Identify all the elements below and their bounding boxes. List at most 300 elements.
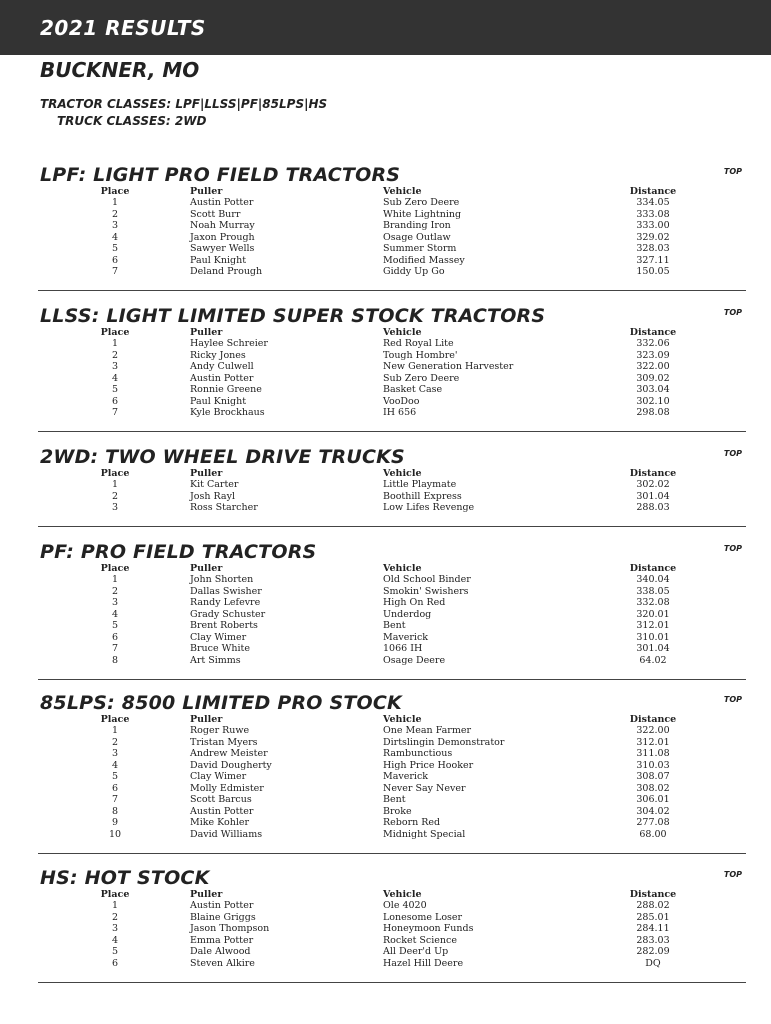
cell-spacer: [693, 794, 746, 806]
cell-place: 3: [111, 220, 119, 232]
back-to-top-link[interactable]: TOP: [723, 167, 742, 176]
column-header-vehicle: Vehicle: [383, 562, 422, 574]
cell-place: 10: [108, 828, 122, 840]
cell-puller: Ricky Jones: [190, 349, 246, 361]
cell-distance: 322.00: [636, 725, 670, 737]
results-table: [40, 185, 746, 278]
cell-place: 3: [111, 361, 119, 373]
cell-puller: Bruce White: [190, 643, 250, 655]
table-row: [40, 609, 746, 621]
back-to-top-link[interactable]: TOP: [723, 870, 742, 879]
column-header-puller: Puller: [190, 713, 223, 725]
cell-place: 2: [111, 490, 119, 502]
cell-distance: 283.03: [636, 934, 670, 946]
table-row: [40, 620, 746, 632]
cell-vehicle: Lonesome Loser: [383, 911, 463, 923]
table-row: [40, 266, 746, 278]
table-header-row: [40, 467, 746, 479]
cell-distance: 68.00: [639, 828, 667, 840]
table-row: [40, 396, 746, 408]
cell-vehicle: Ole 4020: [383, 900, 427, 912]
cell-place: 1: [111, 479, 119, 491]
table-row: [40, 935, 746, 947]
page-title: 2021 RESULTS: [40, 16, 206, 40]
cell-puller: Paul Knight: [190, 254, 247, 266]
cell-place: 6: [111, 782, 119, 794]
cell-vehicle: Rocket Science: [383, 934, 457, 946]
cell-puller: Scott Burr: [190, 208, 241, 220]
section-title: HS: HOT STOCK: [40, 867, 210, 889]
column-header-place: Place: [100, 713, 130, 725]
column-header-vehicle: Vehicle: [383, 467, 422, 479]
cell-vehicle: All Deer'd Up: [383, 946, 449, 958]
cell-vehicle: Red Royal Lite: [383, 338, 454, 350]
cell-spacer: [693, 373, 746, 385]
cell-distance: 322.00: [636, 361, 670, 373]
cell-distance: 301.04: [636, 643, 670, 655]
table-row: [40, 643, 746, 655]
cell-vehicle: Giddy Up Go: [383, 266, 445, 278]
table-row: [40, 597, 746, 609]
cell-puller: Molly Edmister: [190, 782, 264, 794]
header-bar: [0, 0, 771, 55]
column-header-puller: Puller: [190, 888, 223, 900]
cell-puller: Jason Thompson: [190, 923, 270, 935]
cell-puller: Emma Potter: [190, 934, 254, 946]
cell-distance: 329.02: [636, 231, 670, 243]
cell-distance: 288.02: [636, 900, 670, 912]
section-divider: [38, 853, 746, 854]
cell-spacer: [693, 209, 746, 221]
cell-puller: Brent Roberts: [190, 620, 258, 632]
cell-spacer: [693, 220, 746, 232]
table-row: [40, 350, 746, 362]
table-row: [40, 632, 746, 644]
cell-puller: Andrew Meister: [190, 748, 268, 760]
cell-vehicle: White Lightning: [383, 208, 462, 220]
cell-vehicle: VooDoo: [383, 395, 420, 407]
cell-distance: 298.08: [636, 407, 670, 419]
cell-place: 6: [111, 631, 119, 643]
table-row: [40, 209, 746, 221]
cell-puller: Blaine Griggs: [190, 911, 256, 923]
cell-place: 6: [111, 957, 119, 969]
cell-spacer: [693, 935, 746, 947]
column-spacer: [693, 888, 746, 900]
column-header-distance: Distance: [629, 467, 677, 479]
column-spacer: [693, 467, 746, 479]
cell-puller: Grady Schuster: [190, 608, 266, 620]
cell-spacer: [693, 266, 746, 278]
column-header-place: Place: [100, 888, 130, 900]
cell-puller: Noah Murray: [190, 220, 255, 232]
cell-distance: 340.04: [636, 574, 670, 586]
cell-distance: 311.08: [636, 748, 670, 760]
cell-spacer: [693, 958, 746, 970]
cell-distance: 303.04: [636, 384, 670, 396]
cell-vehicle: Summer Storm: [383, 243, 457, 255]
cell-spacer: [693, 900, 746, 912]
cell-puller: David Williams: [190, 828, 263, 840]
section-divider: [38, 679, 746, 680]
cell-puller: Kyle Brockhaus: [190, 407, 265, 419]
cell-vehicle: 1066 IH: [383, 643, 423, 655]
cell-place: 4: [111, 759, 119, 771]
cell-place: 6: [111, 395, 119, 407]
cell-vehicle: Branding Iron: [383, 220, 451, 232]
cell-spacer: [693, 384, 746, 396]
cell-place: 3: [111, 748, 119, 760]
table-row: [40, 725, 746, 737]
cell-vehicle: High On Red: [383, 597, 446, 609]
cell-distance: 332.06: [636, 338, 670, 350]
cell-spacer: [693, 609, 746, 621]
cell-puller: John Shorten: [190, 574, 254, 586]
cell-distance: 328.03: [636, 243, 670, 255]
column-spacer: [693, 713, 746, 725]
cell-place: 3: [111, 502, 119, 514]
table-header-row: [40, 888, 746, 900]
results-table: [40, 888, 746, 969]
column-header-puller: Puller: [190, 326, 223, 338]
cell-spacer: [693, 407, 746, 419]
cell-spacer: [693, 586, 746, 598]
cell-place: 3: [111, 597, 119, 609]
table-row: [40, 946, 746, 958]
cell-puller: Scott Barcus: [190, 794, 252, 806]
cell-vehicle: Osage Deere: [383, 654, 446, 666]
table-row: [40, 407, 746, 419]
results-table: [40, 326, 746, 419]
column-spacer: [693, 185, 746, 197]
table-row: [40, 958, 746, 970]
table-row: [40, 760, 746, 772]
cell-vehicle: Rambunctious: [383, 748, 453, 760]
cell-distance: 309.02: [636, 372, 670, 384]
table-row: [40, 783, 746, 795]
cell-spacer: [693, 502, 746, 514]
column-header-vehicle: Vehicle: [383, 713, 422, 725]
column-header-vehicle: Vehicle: [383, 888, 422, 900]
cell-puller: Austin Potter: [190, 197, 254, 209]
cell-distance: 302.10: [636, 395, 670, 407]
table-row: [40, 794, 746, 806]
cell-vehicle: Midnight Special: [383, 828, 466, 840]
cell-puller: Clay Wimer: [190, 631, 247, 643]
cell-place: 7: [111, 266, 119, 278]
cell-spacer: [693, 632, 746, 644]
cell-distance: 323.09: [636, 349, 670, 361]
table-header-row: [40, 326, 746, 338]
column-spacer: [693, 562, 746, 574]
cell-place: 5: [111, 620, 119, 632]
column-header-distance: Distance: [629, 713, 677, 725]
cell-puller: Tristan Myers: [190, 736, 258, 748]
cell-spacer: [693, 806, 746, 818]
cell-place: 4: [111, 934, 119, 946]
cell-puller: Dallas Swisher: [190, 585, 262, 597]
cell-vehicle: Smokin' Swishers: [383, 585, 469, 597]
cell-distance: 320.01: [636, 608, 670, 620]
cell-vehicle: Modified Massey: [383, 254, 465, 266]
cell-vehicle: Sub Zero Deere: [383, 372, 460, 384]
cell-spacer: [693, 396, 746, 408]
table-row: [40, 900, 746, 912]
cell-distance: DQ: [645, 957, 661, 969]
cell-place: 2: [111, 585, 119, 597]
cell-spacer: [693, 783, 746, 795]
cell-vehicle: Never Say Never: [383, 782, 466, 794]
cell-spacer: [693, 255, 746, 267]
back-to-top-link[interactable]: TOP: [723, 308, 742, 317]
cell-place: 7: [111, 794, 119, 806]
cell-puller: Ross Starcher: [190, 502, 258, 514]
cell-place: 5: [111, 946, 119, 958]
column-header-place: Place: [100, 467, 130, 479]
cell-place: 1: [111, 574, 119, 586]
truck-classes: TRUCK CLASSES: 2WD: [57, 114, 207, 128]
table-row: [40, 243, 746, 255]
cell-distance: 282.09: [636, 946, 670, 958]
cell-puller: Jaxon Prough: [190, 231, 255, 243]
cell-puller: Austin Potter: [190, 805, 254, 817]
cell-vehicle: New Generation Harvester: [383, 361, 514, 373]
table-row: [40, 220, 746, 232]
cell-vehicle: Basket Case: [383, 384, 443, 396]
cell-vehicle: Honeymoon Funds: [383, 923, 474, 935]
table-row: [40, 748, 746, 760]
cell-spacer: [693, 574, 746, 586]
cell-distance: 332.08: [636, 597, 670, 609]
cell-vehicle: Hazel Hill Deere: [383, 957, 464, 969]
column-header-place: Place: [100, 562, 130, 574]
table-row: [40, 479, 746, 491]
cell-puller: Andy Culwell: [190, 361, 254, 373]
cell-place: 1: [111, 900, 119, 912]
cell-spacer: [693, 817, 746, 829]
cell-distance: 312.01: [636, 736, 670, 748]
cell-spacer: [693, 338, 746, 350]
cell-puller: Haylee Schreier: [190, 338, 268, 350]
table-row: [40, 255, 746, 267]
cell-vehicle: Broke: [383, 805, 412, 817]
cell-spacer: [693, 737, 746, 749]
cell-vehicle: Tough Hombre': [383, 349, 458, 361]
column-header-vehicle: Vehicle: [383, 326, 422, 338]
cell-spacer: [693, 923, 746, 935]
cell-vehicle: Dirtslingin Demonstrator: [383, 736, 505, 748]
cell-puller: Dale Alwood: [190, 946, 251, 958]
cell-spacer: [693, 725, 746, 737]
cell-vehicle: Boothill Express: [383, 490, 462, 502]
event-location: BUCKNER, MO: [40, 58, 200, 82]
cell-puller: Austin Potter: [190, 900, 254, 912]
cell-vehicle: Bent: [383, 794, 406, 806]
cell-place: 4: [111, 231, 119, 243]
class-list: [40, 96, 327, 130]
column-header-distance: Distance: [629, 888, 677, 900]
results-table: [40, 713, 746, 840]
cell-distance: 327.11: [636, 254, 670, 266]
section-divider: [38, 431, 746, 432]
section-title: 2WD: TWO WHEEL DRIVE TRUCKS: [40, 446, 405, 468]
cell-spacer: [693, 350, 746, 362]
cell-spacer: [693, 597, 746, 609]
section-divider: [38, 982, 746, 983]
cell-place: 5: [111, 384, 119, 396]
back-to-top-link[interactable]: TOP: [723, 544, 742, 553]
cell-distance: 64.02: [639, 654, 667, 666]
cell-distance: 334.05: [636, 197, 670, 209]
cell-distance: 306.01: [636, 794, 670, 806]
cell-puller: David Dougherty: [190, 759, 272, 771]
cell-puller: Deland Prough: [190, 266, 263, 278]
cell-spacer: [693, 748, 746, 760]
table-row: [40, 373, 746, 385]
cell-spacer: [693, 655, 746, 667]
cell-place: 7: [111, 643, 119, 655]
cell-spacer: [693, 232, 746, 244]
cell-distance: 150.05: [636, 266, 670, 278]
column-header-puller: Puller: [190, 562, 223, 574]
cell-distance: 338.05: [636, 585, 670, 597]
cell-distance: 312.01: [636, 620, 670, 632]
back-to-top-link[interactable]: TOP: [723, 695, 742, 704]
cell-place: 5: [111, 243, 119, 255]
cell-spacer: [693, 829, 746, 841]
cell-distance: 288.03: [636, 502, 670, 514]
column-header-puller: Puller: [190, 185, 223, 197]
table-row: [40, 361, 746, 373]
column-header-place: Place: [100, 326, 130, 338]
section-divider: [38, 526, 746, 527]
table-row: [40, 817, 746, 829]
cell-spacer: [693, 643, 746, 655]
cell-puller: Clay Wimer: [190, 771, 247, 783]
cell-vehicle: Old School Binder: [383, 574, 471, 586]
table-header-row: [40, 185, 746, 197]
table-row: [40, 829, 746, 841]
cell-spacer: [693, 620, 746, 632]
cell-spacer: [693, 197, 746, 209]
table-header-row: [40, 713, 746, 725]
cell-distance: 304.02: [636, 805, 670, 817]
cell-puller: Ronnie Greene: [190, 384, 262, 396]
cell-distance: 310.03: [636, 759, 670, 771]
cell-distance: 302.02: [636, 479, 670, 491]
cell-distance: 308.02: [636, 782, 670, 794]
cell-puller: Mike Kohler: [190, 817, 250, 829]
table-row: [40, 232, 746, 244]
cell-place: 7: [111, 407, 119, 419]
cell-spacer: [693, 243, 746, 255]
table-row: [40, 491, 746, 503]
cell-puller: Josh Rayl: [190, 490, 235, 502]
cell-distance: 308.07: [636, 771, 670, 783]
back-to-top-link[interactable]: TOP: [723, 449, 742, 458]
table-row: [40, 197, 746, 209]
cell-distance: 277.08: [636, 817, 670, 829]
results-table: [40, 562, 746, 666]
cell-place: 2: [111, 349, 119, 361]
cell-vehicle: Underdog: [383, 608, 432, 620]
cell-place: 1: [111, 197, 119, 209]
cell-distance: 284.11: [636, 923, 670, 935]
cell-spacer: [693, 361, 746, 373]
cell-vehicle: Reborn Red: [383, 817, 441, 829]
cell-spacer: [693, 479, 746, 491]
cell-place: 9: [111, 817, 119, 829]
cell-place: 1: [111, 338, 119, 350]
cell-spacer: [693, 760, 746, 772]
cell-puller: Steven Alkire: [190, 957, 255, 969]
cell-place: 4: [111, 608, 119, 620]
cell-puller: Paul Knight: [190, 395, 247, 407]
section-title: LPF: LIGHT PRO FIELD TRACTORS: [40, 164, 401, 186]
cell-place: 2: [111, 736, 119, 748]
cell-place: 3: [111, 923, 119, 935]
table-row: [40, 574, 746, 586]
cell-puller: Kit Carter: [190, 479, 239, 491]
table-row: [40, 771, 746, 783]
tractor-classes: TRACTOR CLASSES: LPF|LLSS|PF|85LPS|HS: [40, 97, 328, 111]
cell-puller: Sawyer Wells: [190, 243, 255, 255]
cell-place: 6: [111, 254, 119, 266]
cell-vehicle: One Mean Farmer: [383, 725, 472, 737]
cell-spacer: [693, 771, 746, 783]
table-header-row: [40, 562, 746, 574]
table-row: [40, 923, 746, 935]
cell-puller: Art Simms: [190, 654, 241, 666]
column-header-distance: Distance: [629, 185, 677, 197]
cell-vehicle: Maverick: [383, 631, 429, 643]
cell-distance: 310.01: [636, 631, 670, 643]
cell-spacer: [693, 912, 746, 924]
results-table: [40, 467, 746, 514]
cell-vehicle: High Price Hooker: [383, 759, 474, 771]
cell-place: 2: [111, 208, 119, 220]
cell-distance: 333.00: [636, 220, 670, 232]
section-title: PF: PRO FIELD TRACTORS: [40, 541, 317, 563]
cell-vehicle: Osage Outlaw: [383, 231, 451, 243]
cell-vehicle: Sub Zero Deere: [383, 197, 460, 209]
table-row: [40, 806, 746, 818]
cell-puller: Roger Ruwe: [190, 725, 250, 737]
column-header-vehicle: Vehicle: [383, 185, 422, 197]
cell-puller: Randy Lefevre: [190, 597, 261, 609]
column-header-distance: Distance: [629, 326, 677, 338]
cell-distance: 285.01: [636, 911, 670, 923]
cell-place: 5: [111, 771, 119, 783]
table-row: [40, 655, 746, 667]
cell-place: 8: [111, 805, 119, 817]
table-row: [40, 737, 746, 749]
cell-spacer: [693, 946, 746, 958]
cell-vehicle: IH 656: [383, 407, 417, 419]
column-header-distance: Distance: [629, 562, 677, 574]
cell-vehicle: Bent: [383, 620, 406, 632]
table-row: [40, 338, 746, 350]
table-row: [40, 912, 746, 924]
cell-place: 1: [111, 725, 119, 737]
column-header-puller: Puller: [190, 467, 223, 479]
column-header-place: Place: [100, 185, 130, 197]
table-row: [40, 502, 746, 514]
table-row: [40, 586, 746, 598]
cell-distance: 301.04: [636, 490, 670, 502]
table-row: [40, 384, 746, 396]
cell-place: 8: [111, 654, 119, 666]
